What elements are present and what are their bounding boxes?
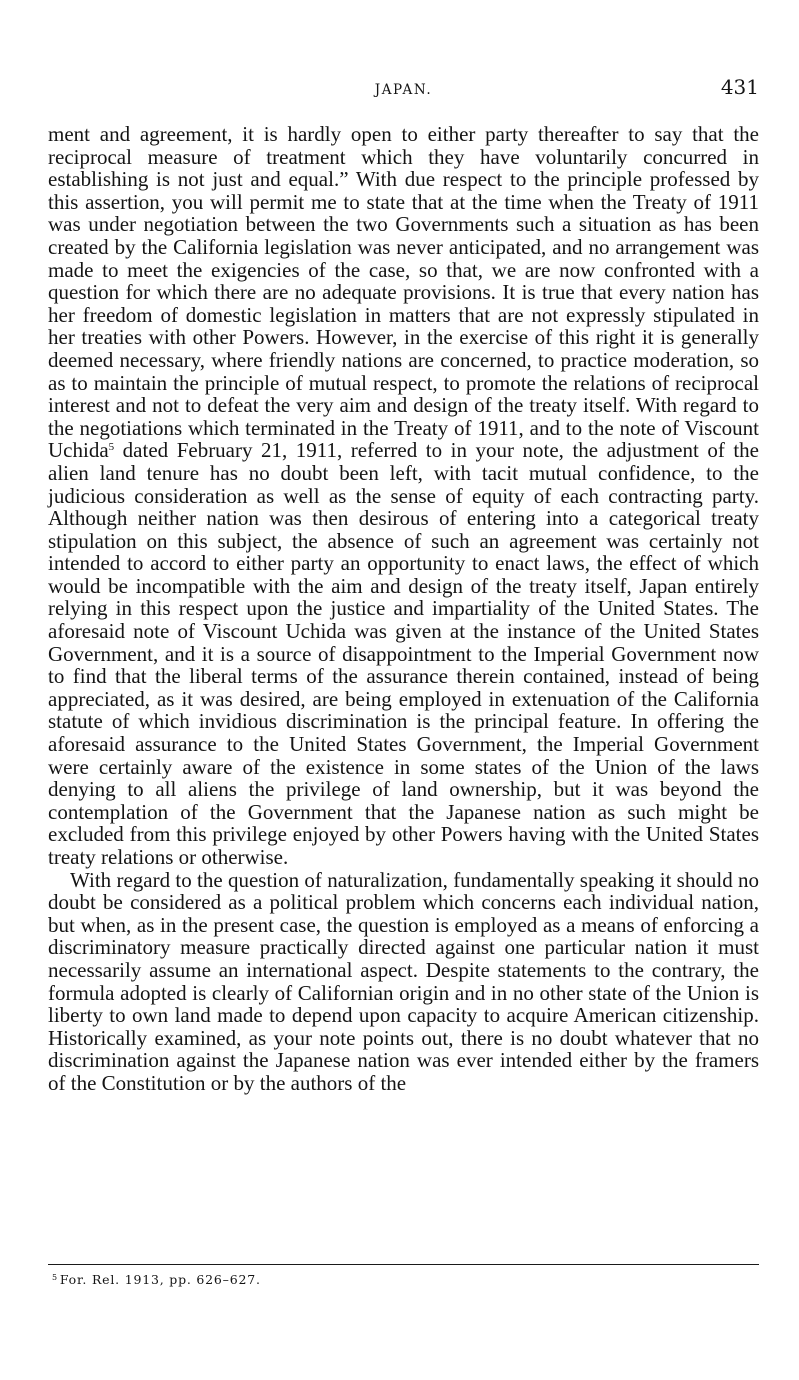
running-title: JAPAN. [374,82,433,98]
document-page [48,74,759,1095]
paragraph-1 [48,123,759,869]
footnote [52,1272,261,1287]
body-text [48,123,759,1095]
running-head [48,74,759,102]
footnote-text: For. Rel. 1913, pp. 626–627. [59,1272,261,1287]
footnote-reference: 5 [108,441,115,454]
footnote-divider [48,1264,759,1265]
footnote-marker: 5 [52,1273,58,1282]
paragraph-1-part-2: dated February 21, 1911, referred to in your note, the adjustment of the alien land tenure has no doubt been left, with tacit mutual confidence, to the judicious consideration as well as the sense of equity of each contracting party. Although neither nation was then desirous of entering into a categorical treaty stipulation on this subject, the absence of such an agreement was certainly not intended to accord to either party an opportunity to enact laws, the effect of which would be incompatible with the aim and design of the treaty itself, Japan entirely relying in this respect upon the justice and impartiality of the United States. The aforesaid note of Viscount Uchida was given at the instance of the United States Government, and it is a source of disappointment to the Imperial Government now to find that the liberal terms of the assurance therein contained, instead of being appreciated, as it was desired, are being employed in extenuation of the California statute of which invidious discrimination is the principal feature. In offering the aforesaid assurance to the United States Government, the Imperial Government were certainly aware of the existence in some states of the Union of the laws denying to all aliens the privilege of land ownership, but it was beyond the contemplation of the Government that the Japanese nation as such might be excluded from this privilege enjoyed by other Powers having with the United States treaty relations or otherwise. [48,438,759,869]
paragraph-1-part-1: ment and agreement, it is hardly open to either party thereafter to say that the reciprocal measure of treatment which they have voluntarily concurred in establishing is not just and equal.” With due respect to the principle professed by this assertion, you will permit me to state that at the time when the Treaty of 1911 was under negotiation between the two Governments such a situation as has been created by the California legislation was never anticipated, and no arrangement was made to meet the exigencies of the case, so that, we are now confronted with a question for which there are no adequate provisions. It is true that every nation has her freedom of domestic legislation in matters that are not expressly stipulated in her treaties with other Powers. However, in the exercise of this right it is generally deemed necessary, where friendly nations are concerned, to practice moderation, so as to maintain the principle of mutual respect, to promote the relations of reciprocal interest and not to defeat the very aim and design of the treaty itself. With regard to the negotiations which terminated in the Treaty of 1911, and to the note of Viscount Uchida [48,122,759,463]
page-number: 431 [720,75,759,99]
paragraph-2: With regard to the question of naturalization, fundamentally speaking it should no doubt be considered as a political problem which concerns each individual nation, but when, as in the present case, the question is employed as a means of enforcing a discriminatory measure practically directed against one particular nation it must necessarily assume an international aspect. Despite statements to the contrary, the formula adopted is clearly of Californian origin and in no other state of the Union is liberty to own land made to depend upon capacity to acquire American citizenship. Historically examined, as your note points out, there is no doubt whatever that no discrimination against the Japanese nation was ever intended either by the framers of the Constitution or by the authors of the [48,867,759,1095]
